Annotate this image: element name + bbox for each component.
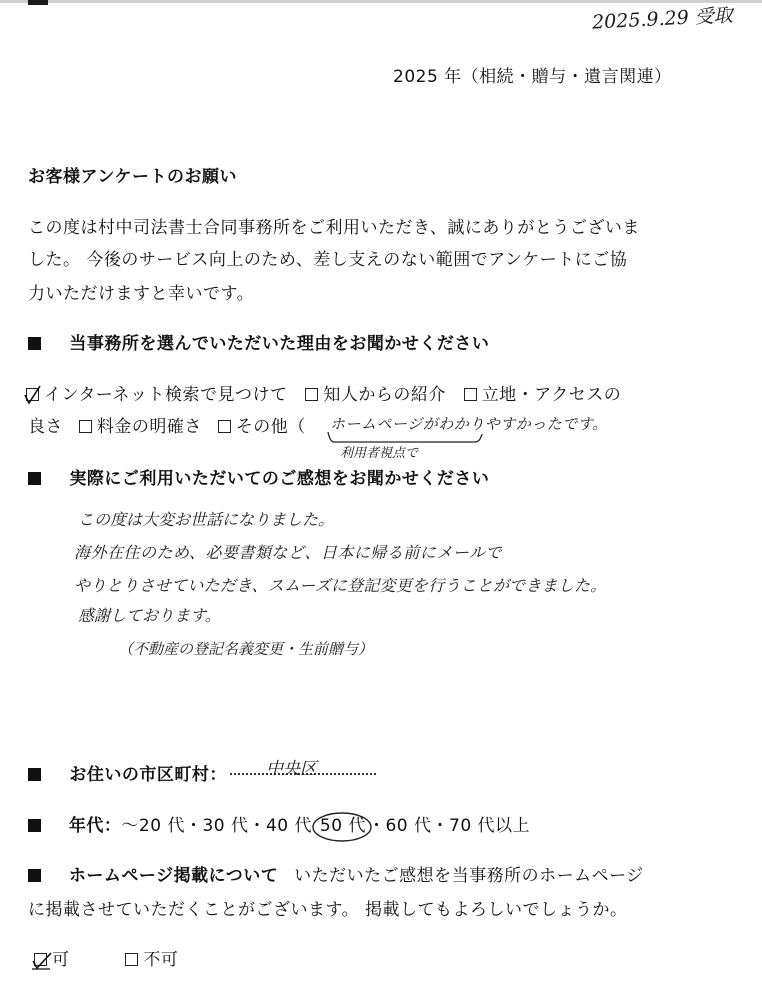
checkmark-icon	[31, 951, 53, 971]
checkbox-location[interactable]	[464, 388, 477, 401]
age-options-a: 〜20 代・30 代・40 代	[121, 816, 313, 836]
intro-line-2: した。 今後のサービス向上のため、差し支えのない範囲でアンケートにご協	[28, 250, 628, 270]
hp-heading: ホームページ掲載について	[68, 866, 279, 886]
section-marker-icon	[28, 337, 41, 350]
q2-answer-line-2: 海外在住のため、必要書類など、日本に帰る前にメールで	[74, 543, 503, 562]
checkbox-friend[interactable]	[305, 388, 318, 401]
hp-text-1: いただいたご感想を当事務所のホームページ	[294, 866, 644, 886]
option-location-label-cont: 良さ	[28, 417, 63, 437]
checkbox-other[interactable]	[218, 420, 231, 433]
section-marker-icon	[28, 768, 41, 781]
other-answer-insert: 利用者視点で	[340, 446, 419, 461]
received-date-note: 2025.9.29 受取	[591, 4, 734, 34]
section-marker-icon	[28, 869, 41, 882]
selection-circle-icon	[310, 810, 374, 844]
hp-text-2: に掲載させていただくことがございます。 掲載してもよろしいでしょうか。	[28, 900, 628, 920]
checkbox-internet[interactable]	[26, 388, 39, 401]
year-header: 2025 年（相続・贈与・遺言関連）	[393, 67, 672, 87]
section-marker-icon	[28, 472, 41, 485]
q1-heading-row	[28, 329, 489, 354]
option-yes-label: 可	[52, 950, 70, 970]
checkmark-icon	[24, 385, 42, 405]
q1-options-line-2	[28, 412, 306, 437]
intro-line-1: この度は村中司法書士合同事務所をご利用いただき、誠にありがとうございま	[28, 218, 640, 238]
option-other-label: その他（	[235, 417, 306, 437]
survey-title: お客様アンケートのお願い	[28, 167, 237, 187]
option-friend-label: 知人からの紹介	[323, 385, 446, 405]
option-internet-label: インターネット検索で見つけて	[44, 385, 288, 405]
scan-corner-mark	[28, 0, 48, 5]
residence-label: お住いの市区町村：	[69, 765, 227, 785]
q1-options-line-1	[26, 380, 621, 405]
q2-heading-row	[28, 464, 489, 489]
other-answer-handwritten: ホームページがわかりやすかったです。	[330, 415, 608, 433]
checkbox-fee[interactable]	[79, 420, 92, 433]
q2-answer-line-5: （不動産の登記名義変更・生前贈与）	[118, 640, 374, 658]
age-selected-50[interactable]: 50 代	[320, 816, 366, 836]
hp-row	[28, 861, 644, 886]
q2-heading: 実際にご利用いただいてのご感想をお聞かせください	[69, 469, 490, 489]
intro-line-3: 力いただけますと幸いです。	[28, 284, 255, 304]
checkbox-yes[interactable]	[34, 953, 47, 966]
q2-answer-line-3: やりとりさせていただき、スムーズに登記変更を行うことができました。	[74, 576, 607, 595]
scan-top-edge	[0, 0, 762, 3]
section-marker-icon	[28, 819, 41, 832]
option-no-label: 不可	[143, 950, 179, 970]
age-row	[28, 811, 530, 836]
q2-answer-line-4: 感謝しております。	[78, 606, 221, 625]
residence-value[interactable]: 中央区	[266, 759, 317, 779]
residence-row	[28, 760, 227, 785]
option-fee-label: 料金の明確さ	[96, 417, 202, 437]
q2-answer-line-1: この度は大変お世話になりました。	[78, 510, 335, 529]
age-options-b: ・60 代・70 代以上	[367, 816, 531, 836]
age-label: 年代：	[68, 816, 122, 836]
checkbox-no[interactable]	[125, 953, 138, 966]
hp-consent-options	[34, 945, 178, 970]
q1-heading: 当事務所を選んでいただいた理由をお聞かせください	[69, 334, 490, 354]
option-location-label: 立地・アクセスの	[481, 385, 622, 405]
